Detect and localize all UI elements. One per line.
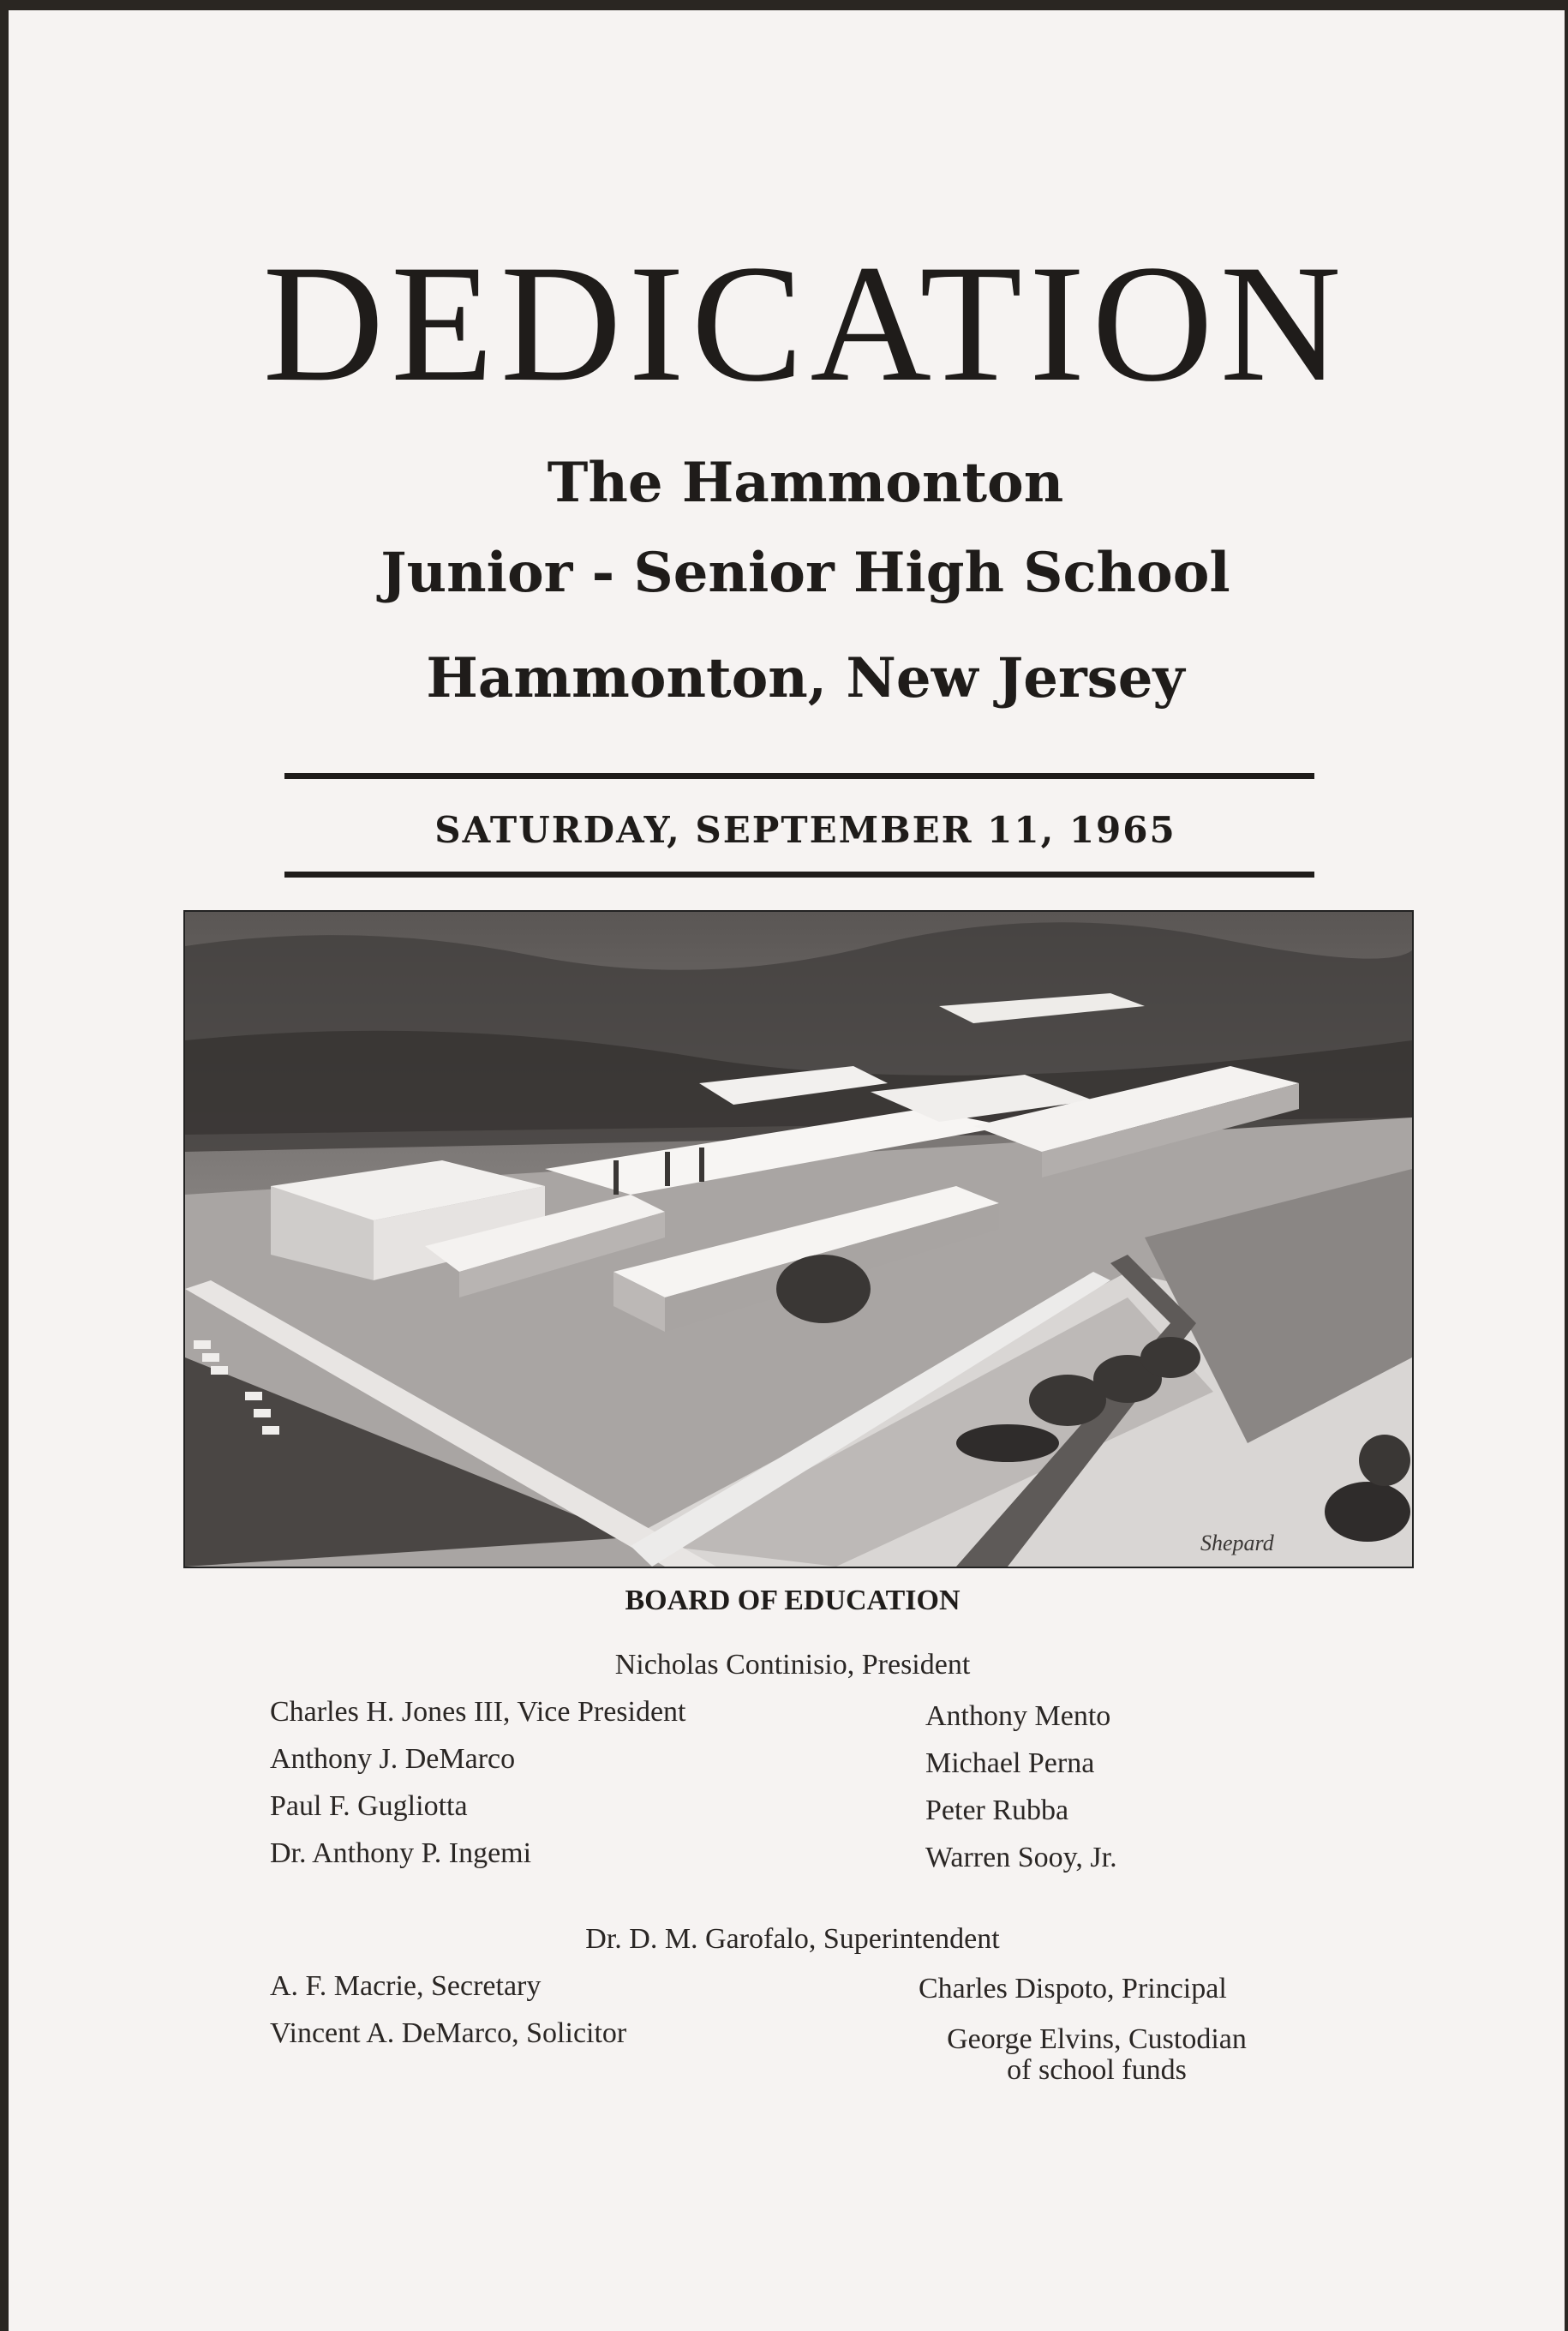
bottom-rule (284, 872, 1314, 878)
custodian-line-2: of school funds (1007, 2054, 1187, 2086)
page-title: DEDICATION (262, 231, 1349, 416)
custodian (930, 2024, 1264, 2086)
board-president: Nicholas Continisio, President (614, 1649, 971, 1681)
board-member: Dr. Anthony P. Ingemi (270, 1837, 532, 1869)
artist-signature: Shepard (1200, 1531, 1274, 1555)
board-heading: BOARD OF EDUCATION (625, 1585, 961, 1616)
school-name-line-1: The Hammonton (547, 451, 1064, 515)
solicitor: Vincent A. DeMarco, Solicitor (270, 2017, 627, 2049)
school-rendering (183, 910, 1414, 1568)
event-date: SATURDAY, SEPTEMBER 11, 1965 (434, 809, 1176, 851)
school-location: Hammonton, New Jersey (426, 646, 1185, 710)
school-name-line-2: Junior - Senior High School (380, 541, 1230, 605)
superintendent: Dr. D. M. Garofalo, Superintendent (585, 1923, 1000, 1955)
board-member: Paul F. Gugliotta (270, 1790, 468, 1822)
board-member: Anthony Mento (925, 1700, 1111, 1732)
board-member: Anthony J. DeMarco (270, 1743, 516, 1775)
board-member: Charles H. Jones III, Vice President (270, 1696, 686, 1728)
principal: Charles Dispoto, Principal (919, 1973, 1227, 2004)
secretary: A. F. Macrie, Secretary (270, 1970, 542, 2002)
custodian-line-1: George Elvins, Custodian (947, 2023, 1247, 2055)
board-member: Warren Sooy, Jr. (925, 1842, 1117, 1873)
program-page (9, 10, 1565, 2331)
top-rule (284, 773, 1314, 779)
board-member: Michael Perna (925, 1747, 1095, 1779)
school-rendering-drawing (185, 912, 1412, 1567)
board-member: Peter Rubba (925, 1795, 1069, 1826)
